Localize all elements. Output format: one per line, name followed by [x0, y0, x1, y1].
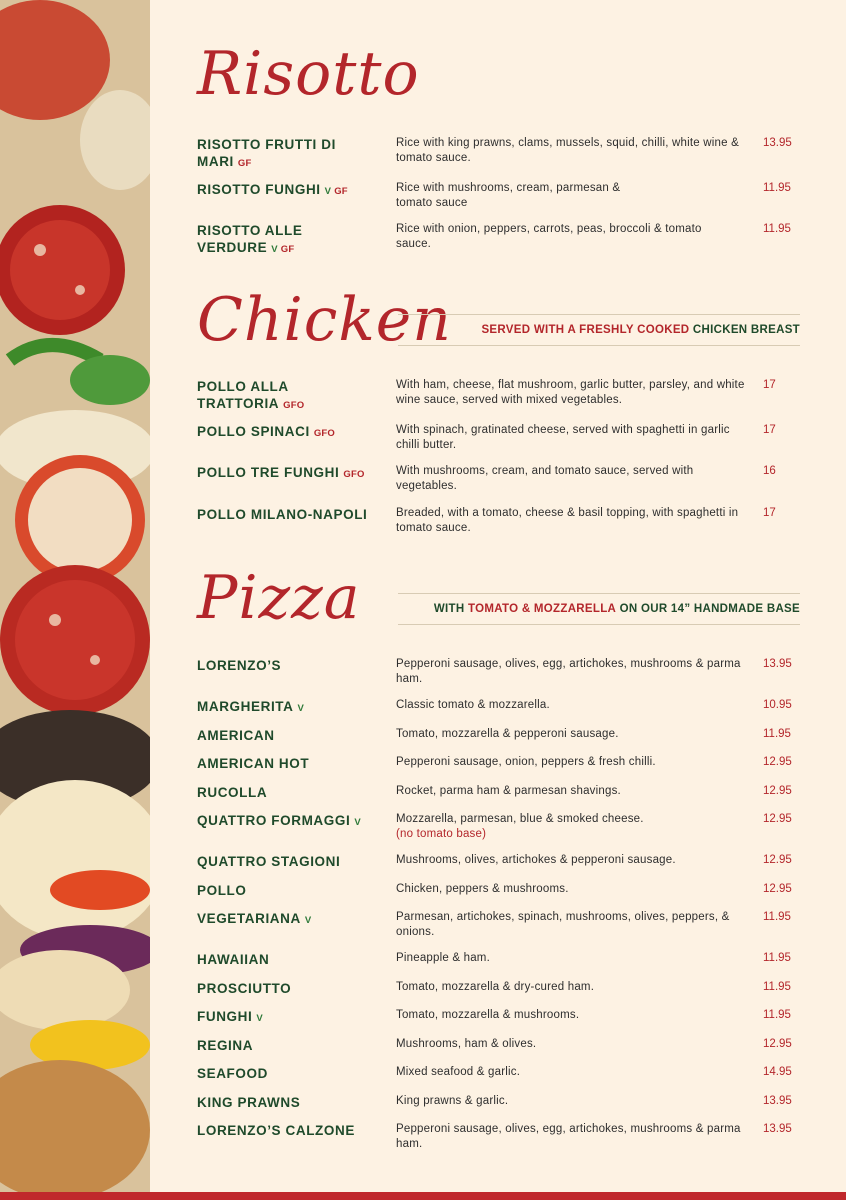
- item-description: Pepperoni sausage, olives, egg, artichokes, mushrooms & parma ham.: [396, 1123, 741, 1150]
- item-description: Pineapple & ham.: [396, 952, 490, 964]
- item-price: 16: [763, 465, 776, 477]
- item-description: With spinach, gratinated cheese, served with spaghetti in garlic chilli butter.: [396, 424, 730, 451]
- item-price: 14.95: [763, 1066, 792, 1078]
- item-name: [197, 951, 387, 968]
- item-text: PROSCIUTTO: [197, 981, 292, 996]
- item-description: Mixed seafood & garlic.: [396, 1066, 521, 1078]
- item-name: [197, 1094, 387, 1111]
- item-text: AMERICAN: [197, 728, 275, 743]
- item-description: With mushrooms, cream, and tomato sauce, served with vegetables.: [396, 465, 694, 492]
- item-name: [197, 980, 387, 997]
- item-description: Mushrooms, olives, artichokes & pepperoni sausage.: [396, 854, 676, 866]
- item-text: QUATTRO STAGIONI: [197, 854, 341, 869]
- veg-tag: V: [324, 186, 332, 197]
- item-price: 12.95: [763, 756, 792, 768]
- item-price: 12.95: [763, 854, 792, 866]
- item-note: (no tomato base): [396, 827, 487, 840]
- item-name: [197, 464, 387, 483]
- item-price: 12.95: [763, 883, 792, 895]
- pizza-photo-illustration: [0, 0, 150, 1192]
- item-description: Tomato, mozzarella & mushrooms.: [396, 1009, 580, 1021]
- item-text: POLLO SPINACI: [197, 424, 310, 439]
- item-description: Parmesan, artichokes, spinach, mushrooms, olives, peppers, & onions.: [396, 911, 730, 938]
- item-text: KING PRAWNS: [197, 1095, 301, 1110]
- item-price: 12.95: [763, 813, 792, 825]
- tagline-text: CHICKEN BREAST: [692, 324, 800, 336]
- item-name: [197, 378, 347, 414]
- diet-tag: GF: [280, 244, 295, 255]
- chicken-section-title: Chicken: [197, 285, 452, 355]
- item-name: [197, 222, 327, 258]
- item-name: [197, 698, 387, 717]
- item-description: [396, 812, 746, 841]
- item-description: King prawns & garlic.: [396, 1095, 509, 1107]
- item-price: 11.95: [763, 182, 791, 194]
- item-description: Classic tomato & mozzarella.: [396, 699, 550, 711]
- item-description: Tomato, mozzarella & dry-cured ham.: [396, 981, 595, 993]
- item-text: LORENZO’S CALZONE: [197, 1123, 355, 1138]
- item-price: 11.95: [763, 981, 791, 993]
- item-price: 11.95: [763, 728, 791, 740]
- item-text: AMERICAN HOT: [197, 756, 310, 771]
- item-name: [197, 784, 387, 801]
- item-name: [197, 181, 387, 200]
- pizza-photo-strip: [0, 0, 150, 1192]
- item-name: [197, 853, 387, 870]
- item-price: 13.95: [763, 1095, 792, 1107]
- item-price: 11.95: [763, 911, 791, 923]
- item-description: Breaded, with a tomato, cheese & basil topping, with spaghetti in tomato sauce.: [396, 507, 739, 534]
- item-name: [197, 1037, 387, 1054]
- item-description: Rocket, parma ham & parmesan shavings.: [396, 785, 621, 797]
- diet-tag: GFO: [313, 428, 335, 439]
- veg-tag: V: [256, 1013, 263, 1024]
- item-description: Tomato, mozzarella & pepperoni sausage.: [396, 728, 619, 740]
- item-description: Pepperoni sausage, onion, peppers & fresh chilli.: [396, 756, 656, 768]
- item-price: 10.95: [763, 699, 792, 711]
- item-text: RISOTTO ALLE VERDURE: [197, 223, 303, 255]
- item-name: [197, 910, 387, 929]
- tagline-text: ON OUR 14” HANDMADE BASE: [619, 603, 800, 615]
- diet-tag: GFO: [283, 400, 305, 411]
- item-price: 11.95: [763, 952, 791, 964]
- item-text: VEGETARIANA: [197, 911, 301, 926]
- item-text: LORENZO’S: [197, 658, 282, 673]
- risotto-section-title: Risotto: [197, 39, 420, 109]
- item-price: 17: [763, 507, 776, 519]
- item-text: Mozzarella, parmesan, blue & smoked cheese.: [396, 813, 644, 825]
- item-description: Mushrooms, ham & olives.: [396, 1038, 537, 1050]
- item-price: 12.95: [763, 1038, 792, 1050]
- item-price: 11.95: [763, 223, 791, 235]
- item-text: RISOTTO FUNGHI: [197, 182, 321, 197]
- item-text: POLLO TRE FUNGHI: [197, 465, 340, 480]
- tagline-text: TOMATO & MOZZARELLA: [467, 603, 617, 615]
- tagline-text: WITH: [433, 603, 465, 615]
- item-description: Chicken, peppers & mushrooms.: [396, 883, 569, 895]
- item-price: 12.95: [763, 785, 792, 797]
- item-price: 17: [763, 379, 776, 391]
- item-description: Rice with mushrooms, cream, parmesan & tomato sauce: [396, 182, 621, 209]
- item-name: [197, 755, 387, 772]
- item-name: [197, 727, 387, 744]
- item-description: Rice with onion, peppers, carrots, peas, broccoli & tomato sauce.: [396, 223, 702, 250]
- item-text: REGINA: [197, 1038, 254, 1053]
- veg-tag: V: [297, 703, 305, 714]
- item-name: [197, 423, 387, 442]
- item-name: [197, 812, 387, 831]
- item-text: MARGHERITA: [197, 699, 294, 714]
- item-text: SEAFOOD: [197, 1066, 268, 1081]
- item-name: [197, 882, 387, 899]
- item-description: Pepperoni sausage, olives, egg, artichokes, mushrooms & parma ham.: [396, 658, 741, 685]
- item-name: [197, 136, 387, 172]
- item-text: FUNGHI: [197, 1009, 253, 1024]
- item-name: [197, 1122, 387, 1139]
- diet-tag: GF: [237, 158, 252, 169]
- veg-tag: V: [304, 915, 312, 926]
- diet-tag: GF: [334, 186, 348, 197]
- pizza-tagline: [398, 593, 800, 625]
- item-name: [197, 657, 387, 674]
- item-text: POLLO: [197, 883, 247, 898]
- veg-tag: V: [354, 817, 361, 828]
- item-price: 13.95: [763, 1123, 792, 1135]
- item-price: 17: [763, 424, 776, 436]
- item-name: [197, 1008, 387, 1027]
- item-text: HAWAIIAN: [197, 952, 270, 967]
- item-text: RUCOLLA: [197, 785, 268, 800]
- item-text: POLLO ALLA TRATTORIA: [197, 379, 289, 411]
- item-text: RISOTTO FRUTTI DI MARI: [197, 137, 336, 169]
- diet-tag: GFO: [343, 469, 365, 480]
- item-name: [197, 506, 387, 523]
- item-description: Rice with king prawns, clams, mussels, squid, chilli, white wine & tomato sauce.: [396, 137, 739, 164]
- item-price: 11.95: [763, 1009, 791, 1021]
- pizza-section-title: Pizza: [197, 563, 361, 633]
- item-description: With ham, cheese, flat mushroom, garlic butter, parsley, and white wine sauce, served with mixed vegetables.: [396, 379, 745, 406]
- item-price: 13.95: [763, 658, 792, 670]
- item-text: QUATTRO FORMAGGI: [197, 813, 351, 828]
- item-name: [197, 1065, 387, 1082]
- item-text: POLLO MILANO-NAPOLI: [197, 507, 368, 522]
- item-price: 13.95: [763, 137, 792, 149]
- bottom-accent-bar: [0, 1192, 846, 1200]
- veg-tag: V: [271, 244, 278, 255]
- tagline-text: SERVED WITH A FRESHLY COOKED: [481, 324, 690, 336]
- chicken-tagline: [398, 314, 800, 346]
